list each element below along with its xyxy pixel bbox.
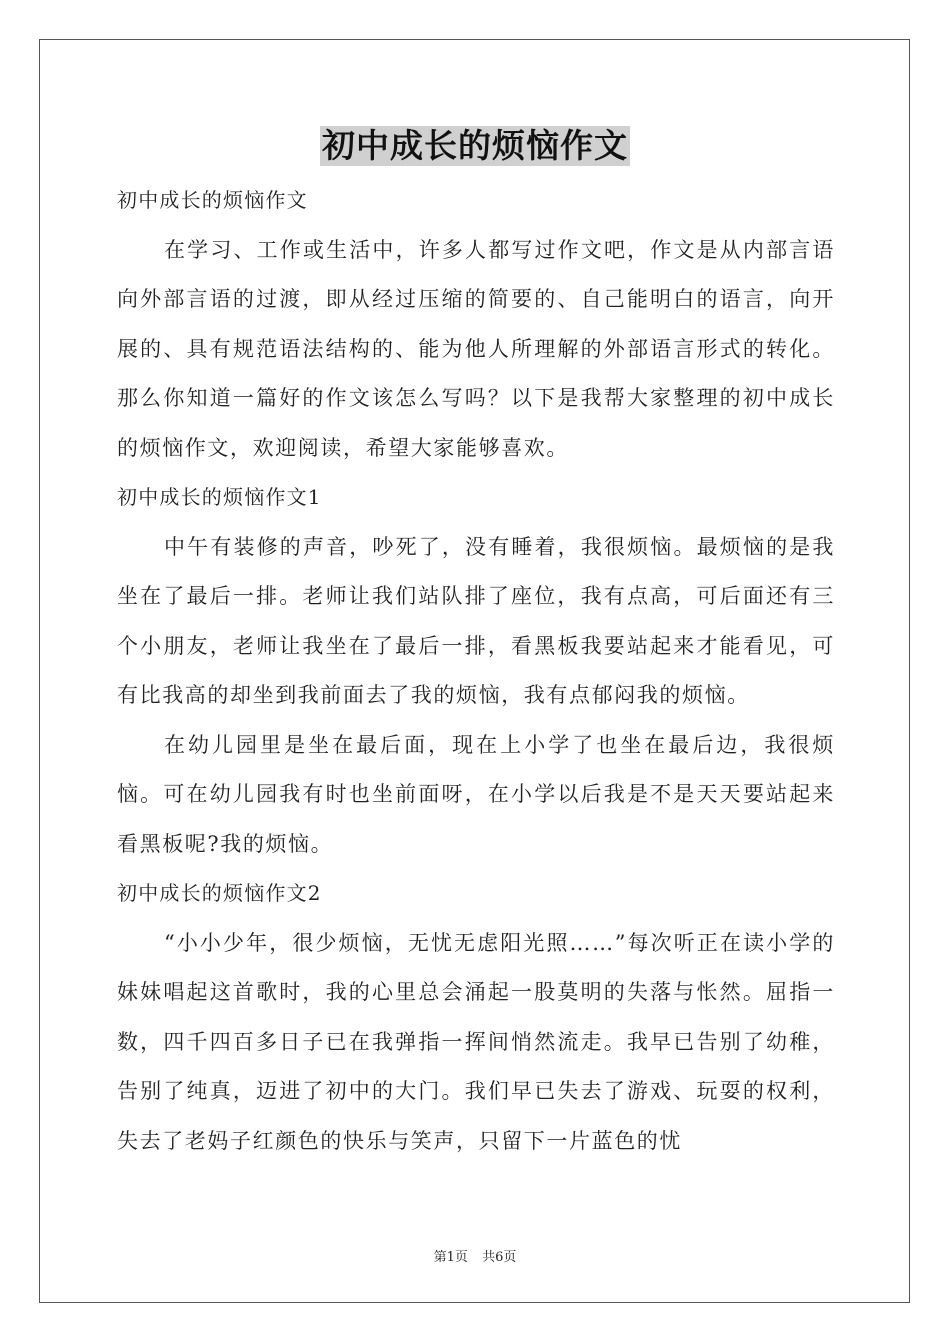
- paragraph: “小小少年，很少烦恼，无忧无虑阳光照……”每次听正在读小学的妹妹唱起这首歌时，我的心里总会涌起一股莫明的失落与怅然。屈指一数，四千四百多日子已在我弹指一挥间悄然流走。我早已告别了幼稚，告别了纯真，迈进了初中的大门。我们早已失去了游戏、玩耍的权利，失去了老妈子红颜色的快乐与笑声，只留下一片蓝色的忧: [117, 930, 835, 1153]
- document-body: [117, 176, 835, 1166]
- paragraph: 中午有装修的声音，吵死了，没有睡着，我很烦恼。最烦恼的是我坐在了最后一排。老师让我们站队排了座位，我有点高，可后面还有三个小朋友，老师让我坐在了最后一排，看黑板我要站起来才能看见，可有比我高的却坐到我前面去了我的烦恼，我有点郁闷我的烦恼。: [117, 534, 835, 707]
- paragraph: 在幼儿园里是坐在最后面，现在上小学了也坐在最后边，我很烦恼。可在幼儿园我有时也坐前面呀，在小学以后我是不是天天要站起来看黑板呢?我的烦恼。: [117, 732, 835, 856]
- page-number: 第1页: [433, 1250, 468, 1265]
- page-footer: [0, 1246, 950, 1265]
- page-total: 共6页: [482, 1250, 517, 1265]
- section-heading: 初中成长的烦恼作文: [117, 188, 308, 212]
- section-heading: 初中成长的烦恼作文2: [117, 881, 322, 905]
- paragraph: 在学习、工作或生活中，许多人都写过作文吧，作文是从内部言语向外部言语的过渡，即从经过压缩的简要的、自己能明白的语言，向开展的、具有规范语法结构的、能为他人所理解的外部语言形式的转化。那么你知道一篇好的作文该怎么写吗？以下是我帮大家整理的初中成长的烦恼作文，欢迎阅读，希望大家能够喜欢。: [117, 237, 835, 460]
- section-heading: 初中成长的烦恼作文1: [117, 485, 322, 509]
- title-container: [0, 126, 950, 166]
- document-title: 初中成长的烦恼作文: [322, 126, 628, 165]
